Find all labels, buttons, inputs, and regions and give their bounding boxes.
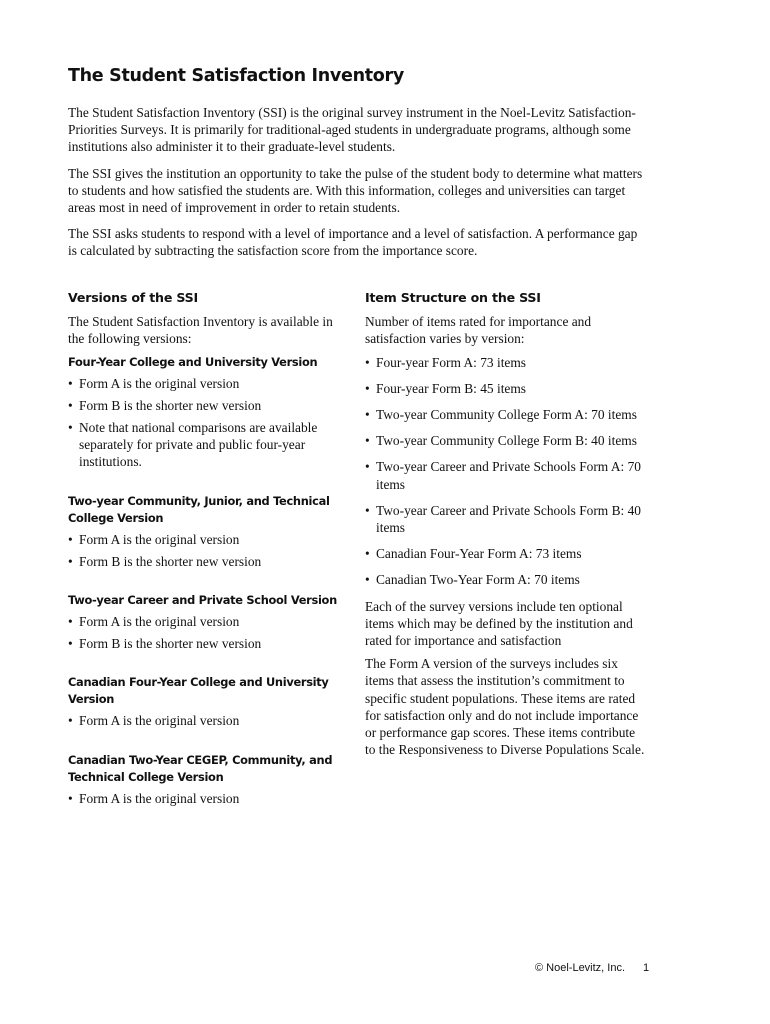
version-section [68, 674, 338, 729]
bullet-item: • Form B is the shorter new version [68, 635, 338, 652]
version-heading: Canadian Four-Year College and University Version [68, 675, 329, 707]
intro-section [68, 104, 648, 269]
bullet-item: • Form B is the shorter new version [68, 397, 338, 414]
version-section [68, 354, 338, 471]
bullet-item: • Four-year Form B: 45 items [365, 380, 645, 397]
copyright-text: © Noel-Levitz, Inc. [535, 962, 626, 974]
page-number: 1 [643, 962, 650, 974]
intro-paragraph: The Student Satisfaction Inventory (SSI) is the original survey instrument in the Noel-Levitz Satisfaction-Priorities Surveys. It is primarily for traditional-aged students in undergraduate programs, although some institutions also administer it to their graduate-level students. [68, 105, 636, 155]
structure-paragraph: The Form A version of the surveys includes six items that assess the institution’s commitment to specific student populations. These items are rated for satisfaction only and do not include importance or performance gap scores. These items contribute to the Responsiveness to Diverse Populations Scale. [365, 656, 645, 758]
version-section [68, 493, 338, 570]
bullet-item: • Two-year Career and Private Schools Form A: 70 items [365, 458, 645, 492]
version-heading: Two-year Career and Private School Version [68, 593, 337, 608]
bullet-item: • Form A is the original version [68, 531, 338, 548]
version-heading: Two-year Community, Junior, and Technical College Version [68, 493, 330, 525]
bullet-item: • Form A is the original version [68, 790, 338, 807]
version-bullet-list [68, 375, 338, 471]
bullet-item: • Two-year Community College Form A: 70 items [365, 406, 645, 423]
version-heading: Four-Year College and University Version [68, 354, 318, 369]
version-heading: Canadian Two-Year CEGEP, Community, and Technical College Version [68, 752, 333, 784]
version-bullet-list [68, 712, 338, 729]
bullet-item: • Two-year Community College Form B: 40 items [365, 432, 645, 449]
intro-paragraph: The SSI asks students to respond with a level of importance and a level of satisfaction. A performance gap is calculated by subtracting the satisfaction score from the importance score. [68, 226, 638, 259]
version-bullet-list [68, 613, 338, 652]
bullet-item: • Form B is the shorter new version [68, 553, 338, 570]
versions-heading: Versions of the SSI [68, 290, 199, 305]
structure-heading: Item Structure on the SSI [365, 290, 541, 305]
page-title: The Student Satisfaction Inventory [68, 66, 404, 86]
version-section [68, 752, 338, 807]
bullet-item: • Form A is the original version [68, 712, 338, 729]
version-section [68, 592, 338, 652]
bullet-item: • Four-year Form A: 73 items [365, 354, 645, 371]
versions-intro: The Student Satisfaction Inventory is available in the following versions: [68, 314, 333, 347]
versions-column [68, 289, 338, 829]
intro-paragraph: The SSI gives the institution an opportunity to take the pulse of the student body to determine what matters to students and how satisfied the students are. With this information, colleges and universities can target areas most in need of improvement in order to retain students. [68, 165, 643, 216]
bullet-item: • Canadian Four-Year Form A: 73 items [365, 545, 645, 562]
bullet-item: • Two-year Career and Private Schools Form B: 40 items [365, 502, 645, 536]
structure-intro: Number of items rated for importance and satisfaction varies by version: [365, 314, 592, 347]
bullet-item: • Form A is the original version [68, 375, 338, 392]
version-bullet-list [68, 531, 338, 570]
bullet-item: • Note that national comparisons are available separately for private and public four-year institutions. [68, 419, 338, 471]
structure-paragraph: Each of the survey versions include ten optional items which may be defined by the institution and rated for importance and satisfaction [365, 598, 633, 649]
structure-bullet-list [365, 354, 645, 589]
bullet-item: • Form A is the original version [68, 613, 338, 630]
version-bullet-list [68, 790, 338, 807]
bullet-item: • Canadian Two-Year Form A: 70 items [365, 571, 645, 588]
structure-column [365, 289, 645, 764]
page-footer [535, 962, 649, 974]
